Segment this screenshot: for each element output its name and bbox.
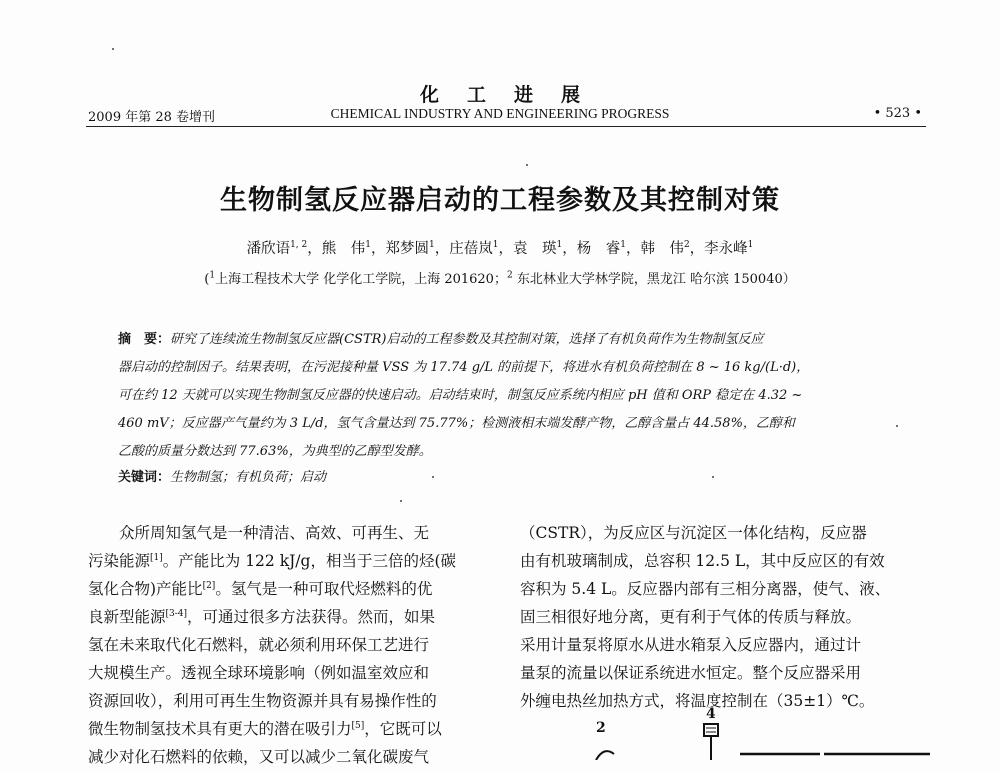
- citation-ref: [1]: [150, 552, 163, 563]
- scan-speck: [896, 425, 898, 427]
- affil-text-1: 上海工程技术大学 化学化工学院，上海 201620；: [215, 272, 507, 287]
- author-separator: ，: [371, 241, 386, 257]
- body-text: ，它既可以: [364, 720, 442, 738]
- body-column-left: [88, 519, 488, 771]
- author-separator: ，: [307, 241, 322, 257]
- affil-sup-2: 2: [506, 270, 513, 281]
- affiliations: ($^1$上海工程技术大学 化学化工学院，上海 201620；$^2$ 东北林业大学林学院，黑龙江 哈尔滨 150040）: [204, 270, 796, 287]
- body-text: 采用计量泵将原水从进水箱泵入反应器内，通过计: [520, 636, 862, 654]
- paper-title: 生物制氢反应器启动的工程参数及其控制对策: [220, 185, 780, 216]
- body-text: 污染能源: [88, 552, 151, 570]
- body-line: [520, 631, 920, 659]
- body-text: 良新型能源: [88, 608, 166, 626]
- author-name: 熊 伟: [321, 241, 366, 257]
- author-list: [0, 237, 1000, 258]
- author-name: 杨 睿: [576, 241, 621, 257]
- author-affil-sup: 1: [429, 240, 435, 251]
- author-affil-sup: 1: [620, 240, 626, 251]
- author-affil-sup: 1: [365, 240, 371, 251]
- abstract-label: 摘 要：: [118, 332, 171, 347]
- body-line: [520, 547, 920, 575]
- figure-label: 4: [706, 706, 716, 722]
- journal-title-en: CHEMICAL INDUSTRY AND ENGINEERING PROGRESS: [330, 106, 670, 121]
- abstract-line: 乙酸的质量分数达到 77.63%，为典型的乙醇型发酵。: [118, 444, 432, 459]
- body-text: 微生物制氢技术具有更大的潜在吸引力: [88, 720, 352, 738]
- author-affil-sup: 2: [683, 240, 690, 251]
- affil-sup-1: 1: [209, 270, 216, 281]
- citation-ref: [5]: [351, 720, 365, 731]
- body-line: [520, 575, 920, 603]
- author-separator: ，: [498, 241, 513, 257]
- figure-curve: [596, 751, 614, 760]
- scan-speck: [712, 476, 714, 478]
- body-line: [520, 603, 920, 631]
- body-text: 由有机玻璃制成，总容积 12.5 L，其中反应区的有效: [520, 552, 885, 570]
- abstract-line: 460 mV；反应器产气量约为 3 L/d，氢气含量达到 75.77%；检测液相末端发酵产物，乙醇含量占 44.58%，乙醇和: [118, 416, 795, 431]
- body-line: [520, 659, 920, 687]
- abstract: [118, 326, 898, 466]
- author-name: 潘欣语: [246, 241, 291, 257]
- body-line: [520, 519, 920, 547]
- author-affil-sup: 1: [747, 240, 754, 251]
- body-line: [88, 715, 488, 743]
- body-text: 。氢气是一种可取代烃燃料的优: [215, 580, 433, 598]
- author-name: 庄蓓岚: [449, 241, 493, 257]
- author-affil-sup: 1: [492, 240, 499, 251]
- body-text: 外缠电热丝加热方式，将温度控制在（35±1）℃。: [520, 692, 875, 710]
- author-name: 郑梦圆: [385, 241, 429, 257]
- body-text: 众所周知氢气是一种清洁、高效、可再生、无: [119, 524, 430, 542]
- page-number: • 523 •: [873, 106, 922, 121]
- body-text: 固三相很好地分离，更有利于气体的传质与释放。: [520, 608, 862, 626]
- figure-diagram: [500, 706, 930, 760]
- scan-speck: [432, 476, 434, 478]
- body-line: [88, 547, 488, 575]
- author-separator: ，: [562, 241, 577, 257]
- issue-info: 2009 年第 28 卷增刊: [88, 110, 216, 125]
- body-line: [88, 519, 488, 547]
- figure-box: [704, 724, 718, 736]
- citation-ref: [2]: [202, 580, 216, 591]
- body-text: （CSTR），为反应区与沉淀区一体化结构，反应器: [520, 524, 867, 542]
- body-line: [88, 743, 488, 771]
- body-text: 氢在未来取代化石燃料，就必须利用环保工艺进行: [88, 636, 430, 654]
- scan-speck: [526, 164, 528, 166]
- figure-label: 2: [596, 720, 606, 736]
- body-column-right: [520, 519, 920, 715]
- body-text: 量泵的流量以保证系统进水恒定。整个反应器采用: [520, 664, 862, 682]
- body-line: [88, 631, 488, 659]
- affil-text-2: 东北林业大学林学院，黑龙江 哈尔滨 150040）: [516, 272, 796, 287]
- keywords-text: 生物制氢；有机负荷；启动: [170, 470, 327, 485]
- author-separator: ，: [434, 241, 450, 257]
- body-line: [88, 603, 488, 631]
- author-separator: ，: [625, 241, 641, 257]
- abstract-line: 研究了连续流生物制氢反应器(CSTR)启动的工程参数及其控制对策，选择了有机负荷作为生物制氢反应: [170, 332, 764, 347]
- author-name: 韩 伟: [640, 241, 684, 257]
- body-line: [520, 687, 920, 715]
- header-rule: [86, 126, 926, 127]
- author-affil-sup: 1, 2: [290, 240, 308, 251]
- citation-ref: [3-4]: [165, 608, 188, 619]
- body-line: [88, 659, 488, 687]
- keywords-label: 关键词：: [118, 470, 171, 485]
- author-name: 李永峰: [704, 241, 748, 257]
- body-text: 大规模生产。透视全球环境影响（例如温室效应和: [88, 664, 430, 682]
- author-name: 袁 瑛: [512, 241, 557, 257]
- body-line: [88, 575, 488, 603]
- abstract-line: 可在约 12 天就可以实现生物制氢反应器的快速启动。启动结束时，制氢反应系统内相应 pH 值和 ORP 稳定在 4.32 ~: [118, 388, 803, 403]
- body-text: 容积为 5.4 L。反应器内部有三相分离器，使气、液、: [520, 580, 891, 598]
- keywords: [118, 466, 898, 485]
- scan-speck: [400, 500, 402, 502]
- journal-title-cn: 化工进展: [419, 84, 608, 106]
- body-text: 减少对化石燃料的依赖，又可以减少二氧化碳废气: [88, 748, 430, 766]
- body-text: 资源回收），利用可再生生物资源并具有易操作性的: [88, 692, 437, 710]
- figure-partial-drawing: [500, 716, 930, 760]
- body-text: ，可通过很多方法获得。然而，如果: [187, 608, 436, 626]
- author-affil-sup: 1: [556, 240, 563, 251]
- body-line: [88, 687, 488, 715]
- body-text: 氢化合物)产能比: [88, 580, 203, 598]
- scan-speck: [112, 48, 114, 50]
- abstract-line: 器启动的控制因子。结果表明，在污泥接种量 VSS 为 17.74 g/L 的前提下，将进水有机负荷控制在 8 ~ 16 kg/(L·d)，: [118, 360, 810, 375]
- author-separator: ，: [689, 241, 705, 257]
- body-text: 。产能比为 122 kJ/g，相当于三倍的烃(碳: [162, 552, 457, 570]
